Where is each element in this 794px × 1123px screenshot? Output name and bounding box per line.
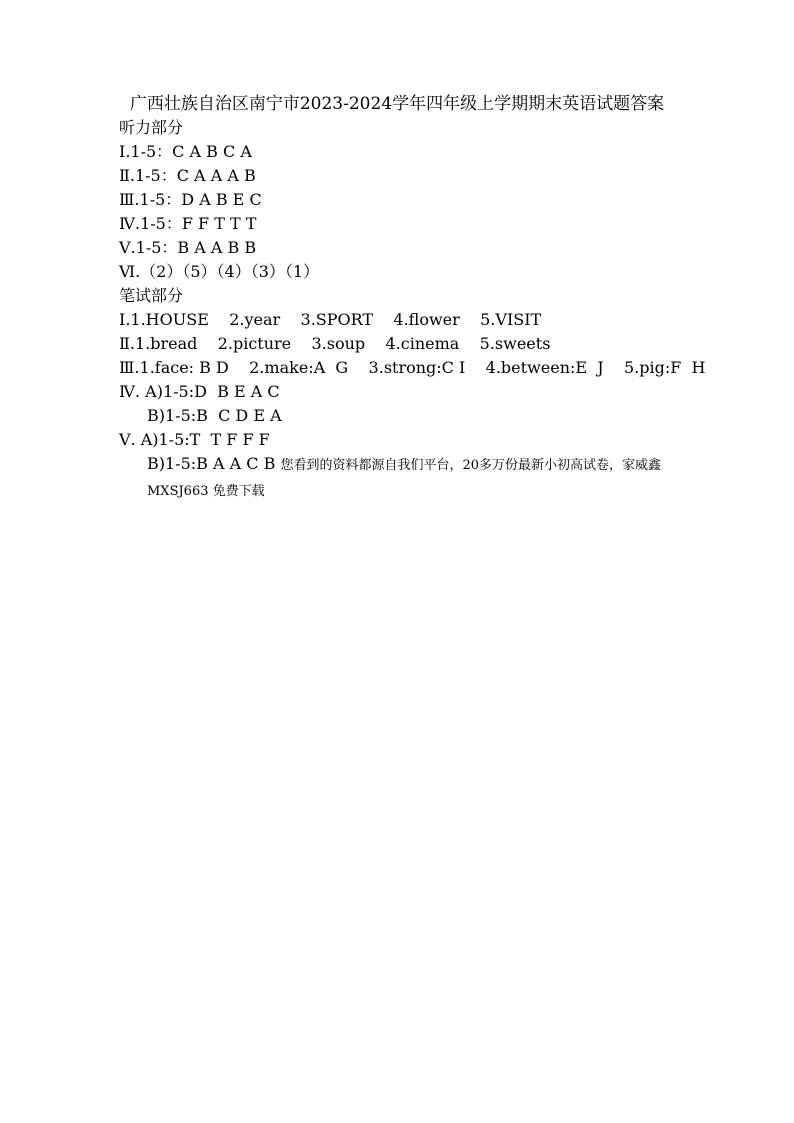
writing-answer-3: Ⅲ.1.face: B D 2.make:A G 3.strong:C I 4.between:E J 5.pig:F H	[119, 358, 706, 377]
writing-answer-1: Ⅰ.1.HOUSE 2.year 3.SPORT 4.flower 5.VISIT	[119, 310, 542, 329]
writing-answer-4b: B)1-5:B C D E A	[147, 406, 282, 425]
listening-answer-5: Ⅴ.1-5：B A A B B	[119, 238, 257, 257]
writing-section-heading: 笔试部分	[119, 286, 184, 305]
listening-answer-4: Ⅳ.1-5：F F T T T	[119, 214, 257, 233]
listening-answer-1: Ⅰ.1-5：C A B C A	[119, 142, 252, 161]
footer-note: 您看到的资料都源自我们平台，20多万份最新小初高试卷，家威鑫 MXSJ663 免费下载	[147, 458, 661, 499]
listening-answer-6: Ⅵ.（2）（5）（4）（3）（1）	[119, 262, 320, 281]
listening-answer-2: Ⅱ.1-5：C A A A B	[119, 166, 256, 185]
answer-sheet	[119, 92, 706, 504]
writing-answer-5b: B)1-5:B A A C B	[147, 454, 281, 473]
writing-answer-4a: Ⅳ. A)1-5:D B E A C	[119, 382, 280, 401]
document-title: 广西壮族自治区南宁市2023-2024学年四年级上学期期末英语试题答案	[129, 94, 665, 114]
writing-answer-5a: Ⅴ. A)1-5:T T F F F	[119, 430, 270, 449]
listening-answer-3: Ⅲ.1-5：D A B E C	[119, 190, 262, 209]
writing-answer-5b-with-note	[119, 452, 675, 504]
listening-section-heading: 听力部分	[119, 118, 184, 137]
writing-answer-2: Ⅱ.1.bread 2.picture 3.soup 4.cinema 5.sweets	[119, 334, 551, 353]
